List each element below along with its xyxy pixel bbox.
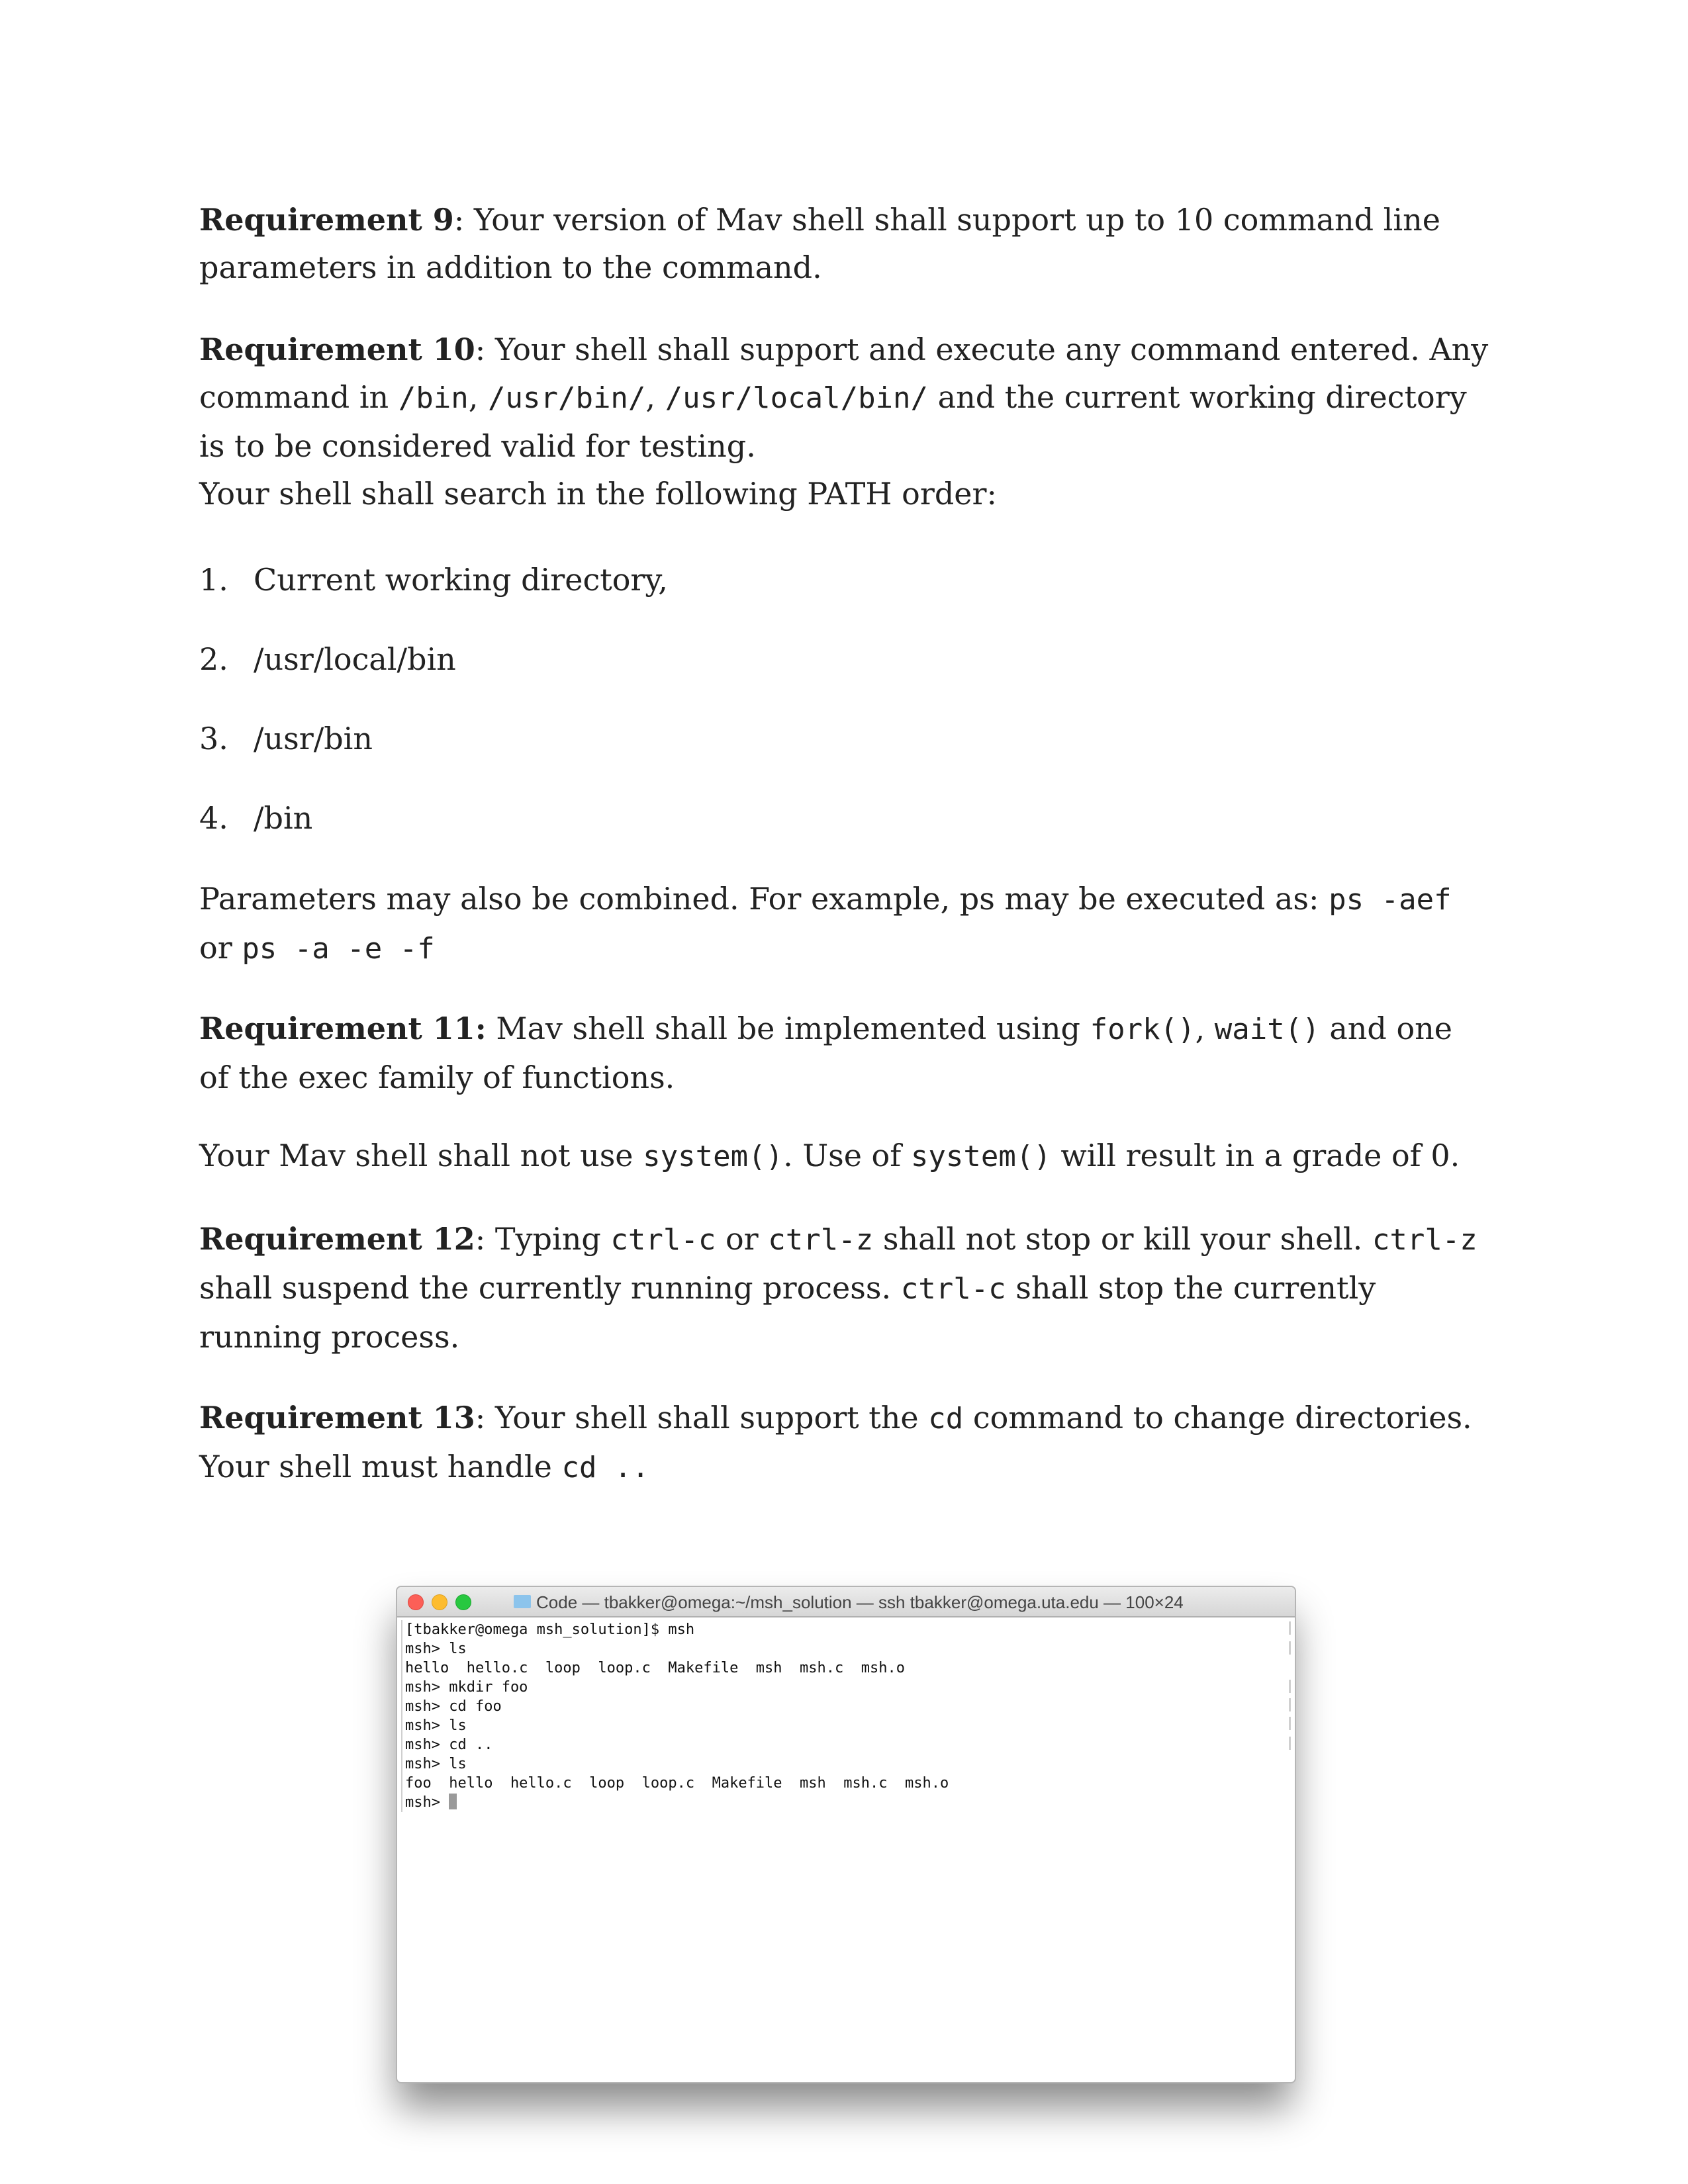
req12-text: shall suspend the currently running process. bbox=[199, 1270, 901, 1306]
req12-label: Requirement 12 bbox=[199, 1221, 475, 1257]
list-number: 2. bbox=[199, 641, 228, 677]
code-ctrl-c: ctrl-c bbox=[900, 1272, 1006, 1306]
req12-text: shall stop the currently running process. bbox=[199, 1270, 1376, 1355]
terminal-output[interactable] bbox=[401, 1620, 1282, 1812]
path-order-item bbox=[199, 715, 373, 762]
terminal-title: Code — tbakker@omega:~/msh_solution — ssh tbakker@omega.uta.edu — 100×24 bbox=[536, 1592, 1184, 1612]
list-number: 4. bbox=[199, 800, 228, 836]
minimize-icon[interactable] bbox=[432, 1594, 447, 1610]
path-usr-local-bin: /usr/local/bin/ bbox=[665, 381, 929, 415]
zoom-icon[interactable] bbox=[455, 1594, 471, 1610]
scroll-marker bbox=[1289, 1621, 1291, 1635]
req12-text: or bbox=[716, 1221, 769, 1257]
terminal-titlebar[interactable] bbox=[397, 1587, 1295, 1617]
requirement-12 bbox=[199, 1215, 1490, 1361]
terminal-line: msh> ls bbox=[401, 1716, 1282, 1735]
terminal-line: msh> ls bbox=[401, 1754, 1282, 1774]
separator: , bbox=[1195, 1011, 1215, 1046]
code-ctrl-z: ctrl-z bbox=[768, 1223, 874, 1257]
path-order-item bbox=[199, 556, 668, 604]
code-ps-a-e-f: ps -a -e -f bbox=[242, 932, 435, 966]
scroll-marker bbox=[1289, 1717, 1291, 1730]
req9-label: Requirement 9 bbox=[199, 202, 454, 238]
terminal-line: hello hello.c loop loop.c Makefile msh msh.c msh.o bbox=[401, 1659, 1282, 1678]
req11-text: Mav shell shall be implemented using bbox=[486, 1011, 1090, 1046]
separator: , bbox=[468, 379, 488, 415]
list-text: /bin bbox=[254, 800, 313, 836]
requirement-11 bbox=[199, 1005, 1490, 1101]
scroll-marker bbox=[1289, 1737, 1291, 1750]
requirement-13 bbox=[199, 1394, 1490, 1492]
code-system: system() bbox=[910, 1140, 1051, 1173]
separator: , bbox=[645, 379, 665, 415]
req10-label: Requirement 10 bbox=[199, 332, 475, 367]
system-note-text: will result in a grade of 0. bbox=[1051, 1138, 1460, 1173]
path-usr-bin: /usr/bin/ bbox=[488, 381, 646, 415]
req9-text: : Your version of Mav shell shall support up to 10 command line parameters in addition to the command. bbox=[199, 202, 1440, 285]
terminal-prompt: msh> bbox=[405, 1794, 449, 1811]
system-note-text: Your Mav shell shall not use bbox=[199, 1138, 643, 1173]
req11-label: Requirement 11: bbox=[199, 1011, 487, 1046]
code-cd: cd bbox=[928, 1402, 964, 1435]
list-number: 1. bbox=[199, 562, 228, 598]
scroll-marker bbox=[1289, 1698, 1291, 1711]
req11-text-cont: and one of the exec family of functions. bbox=[199, 1011, 1453, 1095]
params-text-or: or bbox=[199, 930, 242, 966]
scroll-marker bbox=[1289, 1680, 1291, 1693]
terminal-line: msh> cd foo bbox=[401, 1697, 1282, 1716]
req12-text: shall not stop or kill your shell. bbox=[873, 1221, 1372, 1257]
terminal-line: [tbakker@omega msh_solution]$ msh bbox=[401, 1620, 1282, 1639]
params-text: Parameters may also be combined. For example, ps may be executed as: bbox=[199, 881, 1329, 917]
code-fork: fork() bbox=[1090, 1013, 1196, 1046]
code-ctrl-c: ctrl-c bbox=[610, 1223, 716, 1257]
list-number: 3. bbox=[199, 721, 228, 756]
cursor-icon bbox=[449, 1794, 457, 1809]
req13-text: : Your shell shall support the bbox=[475, 1400, 929, 1435]
requirement-9 bbox=[199, 196, 1490, 291]
path-order-intro: Your shell shall search in the following PATH order: bbox=[199, 476, 997, 512]
path-order-item bbox=[199, 635, 456, 683]
list-text: Current working directory, bbox=[254, 562, 668, 598]
requirement-10 bbox=[199, 326, 1490, 518]
req10-text: : Your shell shall support and execute any command entered. Any command in bbox=[199, 332, 1489, 415]
req13-label: Requirement 13 bbox=[199, 1400, 475, 1435]
scroll-marker bbox=[1289, 1641, 1291, 1655]
terminal-line: msh> cd .. bbox=[401, 1735, 1282, 1754]
code-cd-dotdot: cd .. bbox=[561, 1451, 649, 1484]
path-bin: /bin bbox=[398, 381, 469, 415]
code-wait: wait() bbox=[1214, 1013, 1320, 1046]
terminal-line: foo hello hello.c loop loop.c Makefile msh msh.c msh.o bbox=[401, 1774, 1282, 1793]
code-system: system() bbox=[643, 1140, 784, 1173]
req13-text: command to change directories. Your shell must handle bbox=[199, 1400, 1472, 1484]
terminal-window bbox=[396, 1586, 1296, 2083]
terminal-line: msh> ls bbox=[401, 1639, 1282, 1659]
code-ps-aef: ps -aef bbox=[1329, 883, 1452, 917]
req10-text-cont: and the current working directory is to be considered valid for testing. bbox=[199, 379, 1467, 464]
params-paragraph bbox=[199, 875, 1490, 973]
close-icon[interactable] bbox=[408, 1594, 424, 1610]
system-note bbox=[199, 1132, 1490, 1181]
path-order-item bbox=[199, 794, 312, 842]
list-text: /usr/bin bbox=[254, 721, 373, 756]
code-ctrl-z: ctrl-z bbox=[1372, 1223, 1477, 1257]
folder-icon bbox=[514, 1595, 531, 1608]
terminal-prompt-line[interactable] bbox=[401, 1793, 1282, 1812]
req12-text: : Typing bbox=[475, 1221, 611, 1257]
system-note-text: . Use of bbox=[783, 1138, 911, 1173]
list-text: /usr/local/bin bbox=[254, 641, 456, 677]
terminal-line: msh> mkdir foo bbox=[401, 1678, 1282, 1697]
